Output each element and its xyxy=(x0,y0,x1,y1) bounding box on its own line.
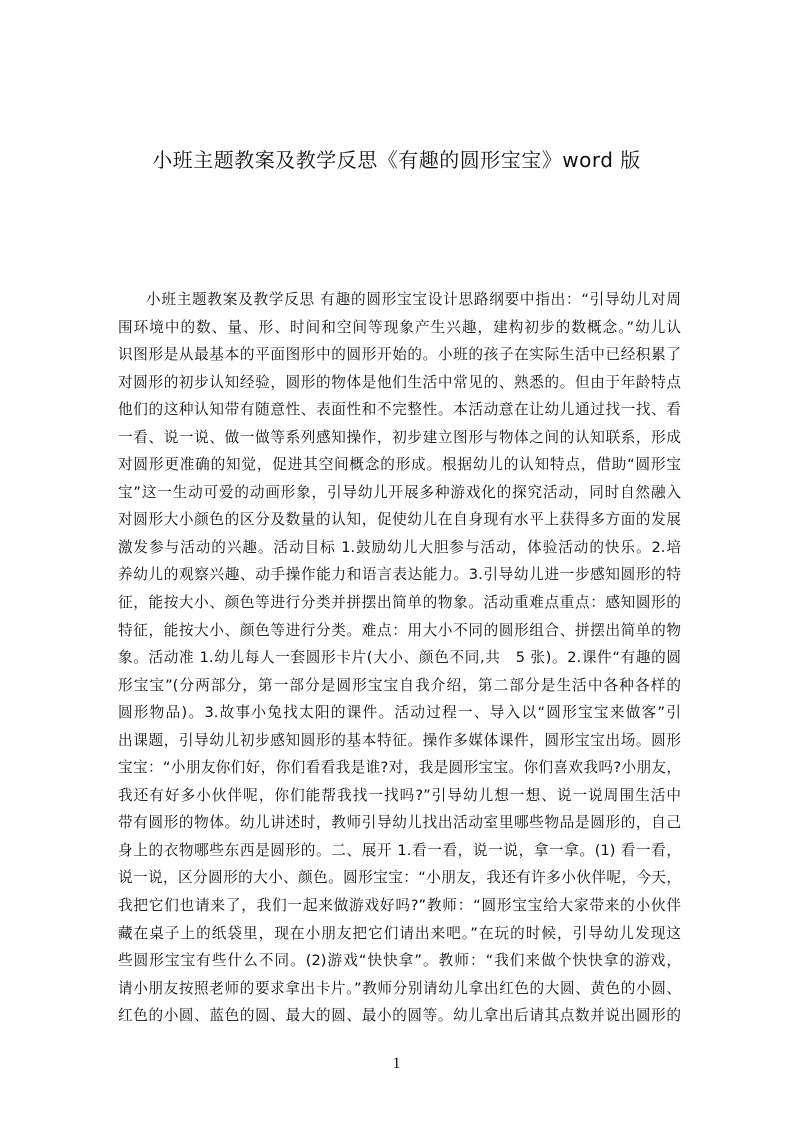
body-text-line: 激发参与活动的兴趣。活动目标 1.鼓励幼儿大胆参与活动，体验活动的快乐。2.培 xyxy=(118,538,681,556)
body-text-line: 征，能按大小、颜色等进行分类并拼摆出简单的物象。活动重难点重点：感知圆形的 xyxy=(118,594,681,612)
body-text-line: 我还有好多小伙伴呢，你们能帮我找一找吗?”引导幼儿想一想、说一说周围生活中 xyxy=(118,786,681,804)
body-text-line: 宝”这一生动可爱的动画形象，引导幼儿开展多种游戏化的探究活动，同时自然融入 xyxy=(118,483,681,501)
body-text-line: 红色的小圆、蓝色的圆、最大的圆、最小的圆等。幼儿拿出后请其点数并说出圆形的 xyxy=(118,1007,681,1025)
body-text-line: 养幼儿的观察兴趣、动手操作能力和语言表达能力。3.引导幼儿进一步感知圆形的特 xyxy=(118,566,681,584)
document-body xyxy=(118,289,681,1033)
body-text-line: 我把它们也请来了，我们一起来做游戏好吗?”教师：“圆形宝宝给大家带来的小伙伴 xyxy=(118,897,681,915)
document-title: 小班主题教案及教学反思《有趣的圆形宝宝》word 版 xyxy=(152,148,641,172)
body-text-line: 说一说，区分圆形的大小、颜色。圆形宝宝：“小朋友，我还有许多小伙伴呢，今天， xyxy=(118,869,681,887)
body-text-line: 形宝宝”(分两部分，第一部分是圆形宝宝自我介绍，第二部分是生活中各种各样的 xyxy=(118,676,681,694)
body-text-line: 圆形物品)。3.故事小兔找太阳的课件。活动过程一、导入以“圆形宝宝来做客”引 xyxy=(118,704,681,722)
body-text-line: 些圆形宝宝有些什么不同。(2)游戏“快快拿”。教师：“我们来做个快快拿的游戏， xyxy=(118,952,681,970)
body-text-line: 藏在桌子上的纸袋里，现在小朋友把它们请出来吧。”在玩的时候，引导幼儿发现这 xyxy=(118,924,681,942)
body-text-line: 对圆形大小颜色的区分及数量的认知，促使幼儿在自身现有水平上获得多方面的发展 xyxy=(118,511,681,529)
body-text-line: 宝宝：“小朋友你们好，你们看看我是谁?对，我是圆形宝宝。你们喜欢我吗?小朋友， xyxy=(118,759,681,777)
body-text-line: 对圆形的初步认知经验，圆形的物体是他们生活中常见的、熟悉的。但由于年龄特点 xyxy=(118,373,681,391)
body-text-line: 出课题，引导幼儿初步感知圆形的基本特征。操作多媒体课件，圆形宝宝出场。圆形 xyxy=(118,731,681,749)
body-text-line: 他们的这种认知带有随意性、表面性和不完整性。本活动意在让幼儿通过找一找、看 xyxy=(118,401,681,419)
body-text-line: 围环境中的数、量、形、时间和空间等现象产生兴趣，建构初步的数概念。”幼儿认 xyxy=(118,318,681,336)
body-text-line: 对圆形更准确的知觉，促进其空间概念的形成。根据幼儿的认知特点，借助“圆形宝 xyxy=(118,456,681,474)
body-text-line: 识图形是从最基本的平面图形中的圆形开始的。小班的孩子在实际生活中已经积累了 xyxy=(118,346,681,364)
body-text-line: 小班主题教案及教学反思 有趣的圆形宝宝设计思路纲要中指出：“引导幼儿对周 xyxy=(146,291,681,308)
body-text-line: 请小朋友按照老师的要求拿出卡片。”教师分别请幼儿拿出红色的大圆、黄色的小圆、 xyxy=(118,979,681,997)
page-number: 1 xyxy=(392,1055,401,1072)
body-text-line: 特征，能按大小、颜色等进行分类。难点：用大小不同的圆形组合、拼摆出简单的物 xyxy=(118,621,681,639)
body-text-line: 一看、说一说、做一做等系列感知操作，初步建立图形与物体之间的认知联系，形成 xyxy=(118,428,681,446)
body-text-line: 象。活动准 1.幼儿每人一套圆形卡片(大小、颜色不同,共 5 张)。2.课件“有趣的圆 xyxy=(118,649,681,667)
body-text-line: 身上的衣物哪些东西是圆形的。二、展开 1.看一看，说一说，拿一拿。(1) 看一看， xyxy=(118,841,681,859)
body-text-line: 带有圆形的物体。幼儿讲述时，教师引导幼儿找出活动室里哪些物品是圆形的，自己 xyxy=(118,814,681,832)
